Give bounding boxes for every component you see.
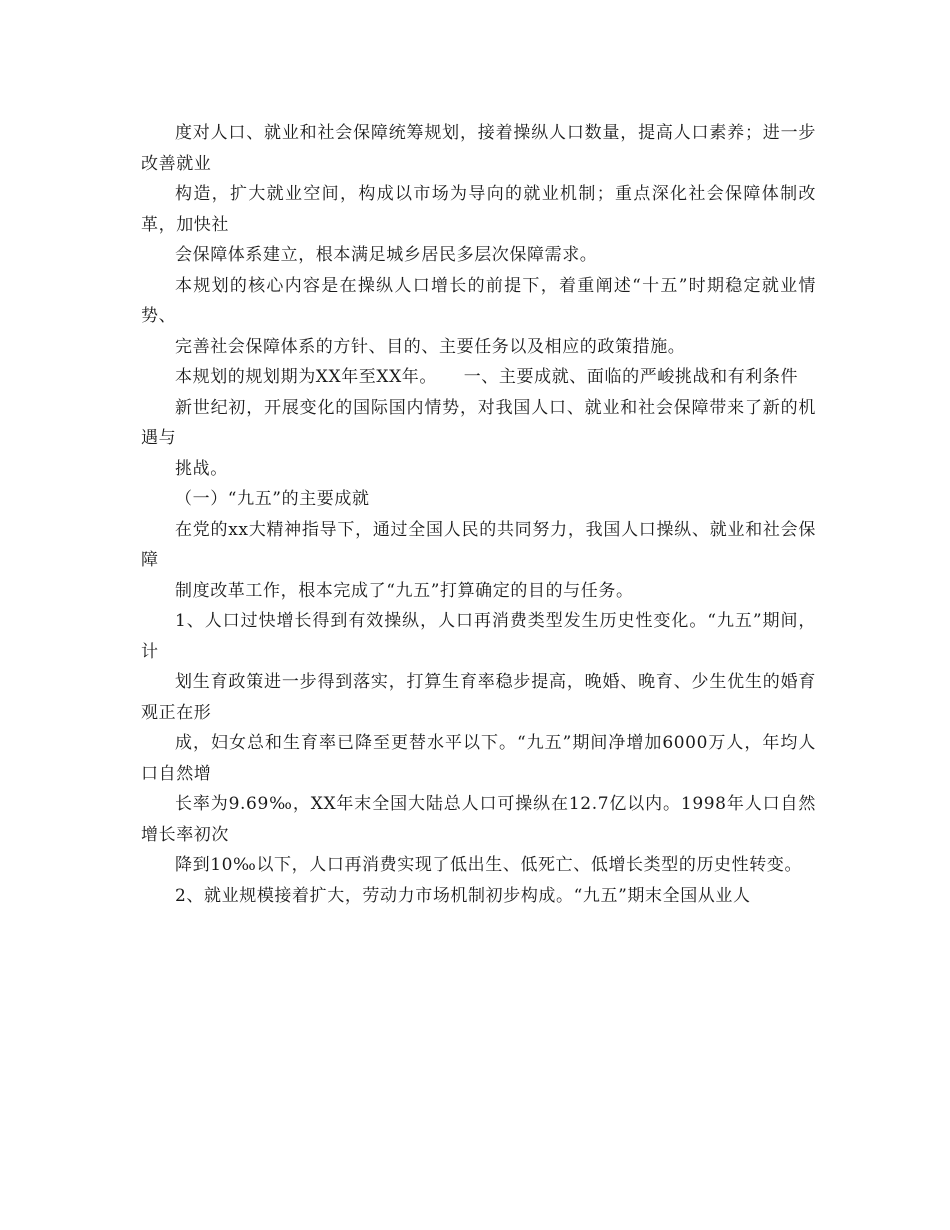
- paragraph: 2、就业规模接着扩大，劳动力市场机制初步构成。“九五”期末全国从业人: [175, 885, 751, 906]
- paragraph: 完善社会保障体系的方针、目的、主要任务以及相应的政策措施。: [175, 336, 686, 357]
- paragraph: 本规划的核心内容是在操纵人口增长的前提下，着重阐述“十五”时期稳定就业情势、: [141, 275, 816, 326]
- paragraph: 制度改革工作，根本完成了“九五”打算确定的目的与任务。: [175, 580, 634, 601]
- paragraph: 构造，扩大就业空间，构成以市场为导向的就业机制；重点深化社会保障体制改革，加快社: [141, 184, 816, 235]
- paragraph: 长率为9.69‰，XX年末全国大陆总人口可操纵在12.7亿以内。1998年人口自然增长率初次: [141, 794, 816, 845]
- paragraph: 度对人口、就业和社会保障统筹规划，接着操纵人口数量，提高人口素养；进一步改善就业: [141, 123, 816, 174]
- paragraph: 划生育政策进一步得到落实，打算生育率稳步提高，晚婚、晚育、少生优生的婚育观正在形: [141, 672, 816, 723]
- paragraph: 降到10‰以下，人口再消费实现了低出生、低死亡、低增长类型的历史性转变。: [175, 855, 803, 875]
- section-heading: （一）“九五”的主要成就: [175, 489, 370, 509]
- paragraph: 成，妇女总和生育率已降至更替水平以下。“九五”期间净增加6000万人，年均人口自然增: [141, 733, 816, 784]
- paragraph: 1、人口过快增长得到有效操纵，人口再消费类型发生历史性变化。“九五”期间，计: [141, 611, 816, 662]
- paragraph: 会保障体系建立，根本满足城乡居民多层次保障需求。: [175, 245, 598, 265]
- paragraph: 挑战。: [175, 458, 228, 479]
- paragraph: 在党的xx大精神指导下，通过全国人民的共同努力，我国人口操纵、就业和社会保障: [141, 519, 816, 570]
- paragraph: 新世纪初，开展变化的国际国内情势，对我国人口、就业和社会保障带来了新的机遇与: [141, 397, 816, 448]
- document-body: [141, 118, 816, 911]
- paragraph: 本规划的规划期为XX年至XX年。 一、主要成就、面临的严峻挑战和有利条件: [175, 367, 799, 387]
